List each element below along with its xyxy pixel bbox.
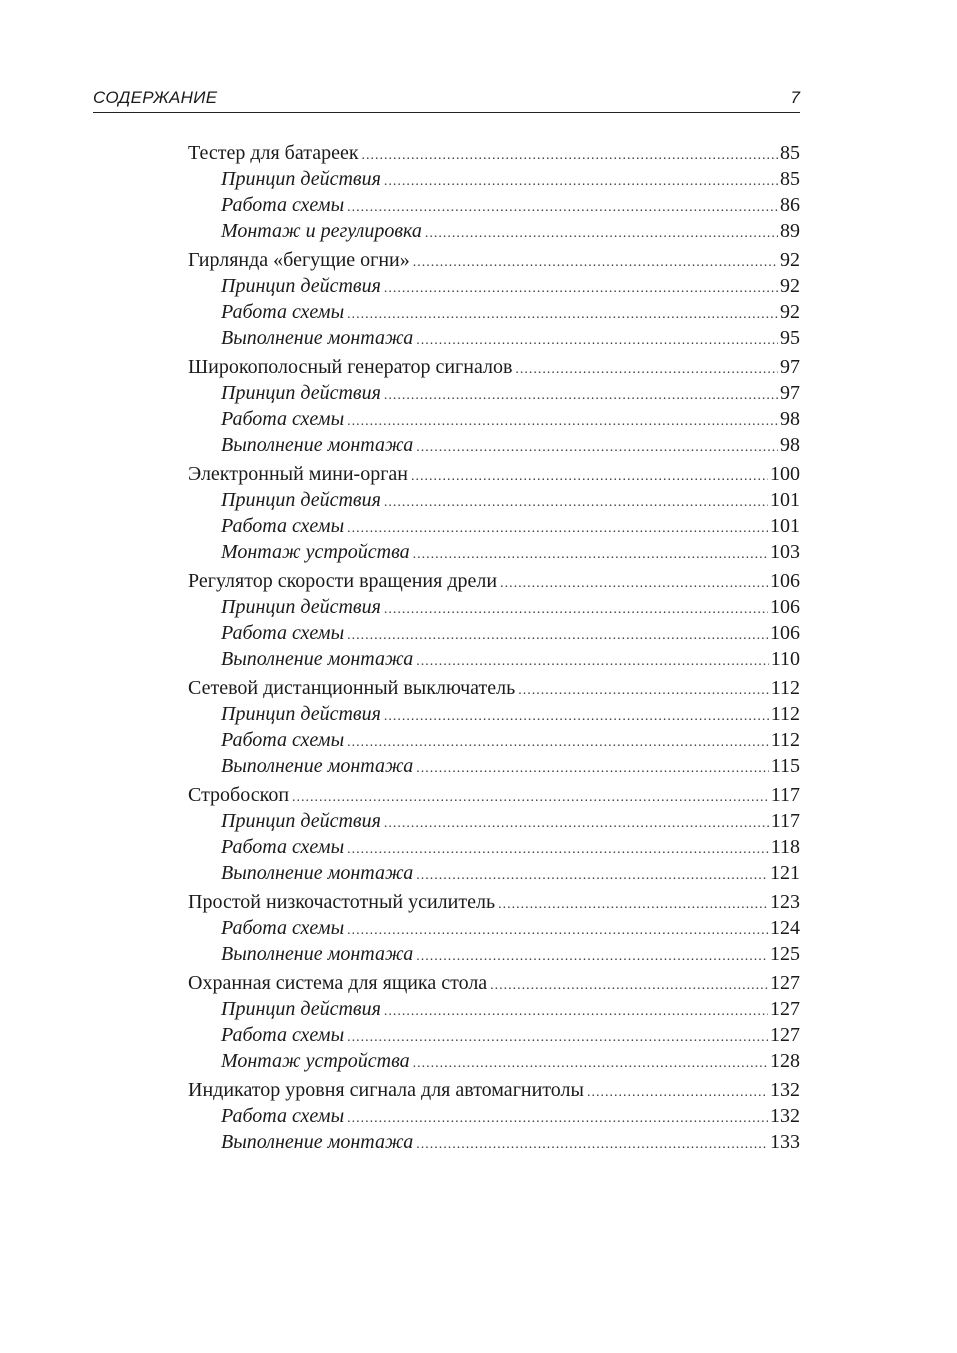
toc-subsection-entry[interactable]	[188, 594, 800, 620]
toc-page-number: 97	[780, 382, 800, 404]
toc-chapter-entry[interactable]	[188, 568, 800, 594]
toc-page-number: 106	[770, 570, 800, 592]
toc-subsection-entry[interactable]	[188, 1022, 800, 1048]
dot-leader	[416, 863, 768, 889]
toc-chapter-entry[interactable]	[188, 140, 800, 166]
subsection-title: Работа схемы	[221, 408, 345, 430]
toc-chapter-entry[interactable]	[188, 782, 800, 808]
toc-subsection-entry[interactable]	[188, 539, 800, 565]
dot-leader	[515, 357, 778, 383]
dot-leader	[416, 944, 768, 970]
toc-page-number: 127	[770, 998, 800, 1020]
running-header	[93, 86, 800, 113]
dot-leader	[416, 328, 778, 354]
toc-subsection-entry[interactable]	[188, 620, 800, 646]
chapter-title: Простой низкочастотный усилитель	[188, 891, 496, 913]
toc-subsection-entry[interactable]	[188, 915, 800, 941]
toc-page-number: 132	[770, 1105, 800, 1127]
toc-page-number: 124	[770, 917, 800, 939]
subsection-title: Принцип действия	[221, 489, 381, 511]
dot-leader	[413, 1051, 768, 1077]
toc-page-number: 101	[770, 515, 800, 537]
dot-leader	[347, 516, 768, 542]
subsection-title: Выполнение монтажа	[221, 1131, 414, 1153]
toc-subsection-entry[interactable]	[188, 487, 800, 513]
subsection-title: Выполнение монтажа	[221, 327, 414, 349]
toc-subsection-entry[interactable]	[188, 1129, 800, 1155]
toc-page-number: 112	[770, 729, 800, 751]
toc-page-number: 97	[780, 356, 800, 378]
toc-subsection-entry[interactable]	[188, 166, 800, 192]
dot-leader	[384, 704, 769, 730]
toc-page-number: 127	[770, 972, 800, 994]
toc-page-number: 110	[770, 648, 800, 670]
chapter-title: Тестер для батареек	[188, 142, 359, 164]
toc-page-number: 85	[780, 168, 800, 190]
toc-subsection-entry[interactable]	[188, 380, 800, 406]
toc-page-number: 117	[770, 810, 800, 832]
dot-leader	[587, 1080, 768, 1106]
toc-page-number: 101	[770, 489, 800, 511]
toc-page-number: 92	[780, 249, 800, 271]
toc-page-number: 98	[780, 434, 800, 456]
toc-page-number: 106	[770, 596, 800, 618]
toc-page-number: 117	[770, 784, 800, 806]
toc-subsection-entry[interactable]	[188, 701, 800, 727]
toc-section	[188, 568, 800, 672]
dot-leader	[362, 143, 778, 169]
toc-subsection-entry[interactable]	[188, 218, 800, 244]
toc-subsection-entry[interactable]	[188, 299, 800, 325]
toc-page-number: 118	[770, 836, 800, 858]
running-header-title: СОДЕРЖАНИЕ	[93, 88, 218, 107]
toc-section	[188, 675, 800, 779]
subsection-title: Принцип действия	[221, 382, 381, 404]
chapter-title: Широкополосный генератор сигналов	[188, 356, 513, 378]
toc-subsection-entry[interactable]	[188, 1103, 800, 1129]
toc-chapter-entry[interactable]	[188, 1077, 800, 1103]
toc-subsection-entry[interactable]	[188, 727, 800, 753]
dot-leader	[413, 542, 768, 568]
subsection-title: Выполнение монтажа	[221, 755, 414, 777]
dot-leader	[416, 1132, 768, 1158]
table-of-contents	[188, 140, 800, 1158]
toc-subsection-entry[interactable]	[188, 432, 800, 458]
toc-chapter-entry[interactable]	[188, 675, 800, 701]
chapter-title: Сетевой дистанционный выключатель	[188, 677, 516, 699]
dot-leader	[384, 169, 778, 195]
subsection-title: Работа схемы	[221, 917, 345, 939]
toc-page-number: 92	[780, 275, 800, 297]
subsection-title: Работа схемы	[221, 1024, 345, 1046]
dot-leader	[413, 250, 778, 276]
subsection-title: Выполнение монтажа	[221, 434, 414, 456]
subsection-title: Принцип действия	[221, 168, 381, 190]
chapter-title: Стробоскоп	[188, 784, 290, 806]
toc-chapter-entry[interactable]	[188, 354, 800, 380]
chapter-title: Электронный мини-орган	[188, 463, 408, 485]
subsection-title: Выполнение монтажа	[221, 943, 414, 965]
subsection-title: Принцип действия	[221, 596, 381, 618]
toc-section	[188, 889, 800, 967]
dot-leader	[384, 999, 768, 1025]
dot-leader	[384, 597, 768, 623]
toc-section	[188, 970, 800, 1074]
dot-leader	[518, 678, 768, 704]
toc-page-number: 103	[770, 541, 800, 563]
subsection-title: Принцип действия	[221, 703, 381, 725]
toc-page-number: 98	[780, 408, 800, 430]
toc-page-number: 100	[770, 463, 800, 485]
toc-subsection-entry[interactable]	[188, 834, 800, 860]
toc-section	[188, 1077, 800, 1155]
dot-leader	[347, 1025, 768, 1051]
dot-leader	[416, 756, 768, 782]
toc-section	[188, 247, 800, 351]
page-number: 7	[790, 88, 800, 107]
dot-leader	[384, 811, 769, 837]
toc-section	[188, 461, 800, 565]
chapter-title: Индикатор уровня сигнала для автомагнитолы	[188, 1079, 584, 1101]
subsection-title: Выполнение монтажа	[221, 862, 414, 884]
toc-chapter-entry[interactable]	[188, 970, 800, 996]
toc-subsection-entry[interactable]	[188, 325, 800, 351]
subsection-title: Принцип действия	[221, 998, 381, 1020]
subsection-title: Работа схемы	[221, 515, 345, 537]
toc-chapter-entry[interactable]	[188, 889, 800, 915]
subsection-title: Работа схемы	[221, 194, 345, 216]
toc-page-number: 112	[770, 677, 800, 699]
toc-subsection-entry[interactable]	[188, 273, 800, 299]
subsection-title: Принцип действия	[221, 275, 381, 297]
toc-page-number: 86	[780, 194, 800, 216]
toc-page-number: 127	[770, 1024, 800, 1046]
dot-leader	[490, 973, 768, 999]
toc-page-number: 106	[770, 622, 800, 644]
toc-subsection-entry[interactable]	[188, 808, 800, 834]
toc-subsection-entry[interactable]	[188, 513, 800, 539]
toc-chapter-entry[interactable]	[188, 247, 800, 273]
subsection-title: Работа схемы	[221, 729, 345, 751]
subsection-title: Монтаж и регулировка	[221, 220, 422, 242]
chapter-title: Охранная система для ящика стола	[188, 972, 488, 994]
chapter-title: Регулятор скорости вращения дрели	[188, 570, 498, 592]
dot-leader	[498, 892, 768, 918]
toc-subsection-entry[interactable]	[188, 941, 800, 967]
subsection-title: Работа схемы	[221, 301, 345, 323]
toc-subsection-entry[interactable]	[188, 192, 800, 218]
toc-page-number: 95	[780, 327, 800, 349]
toc-page-number: 132	[770, 1079, 800, 1101]
toc-section	[188, 140, 800, 244]
toc-subsection-entry[interactable]	[188, 646, 800, 672]
toc-page-number: 89	[780, 220, 800, 242]
subsection-title: Монтаж устройства	[221, 1050, 410, 1072]
toc-page-number: 128	[770, 1050, 800, 1072]
dot-leader	[500, 571, 768, 597]
dot-leader	[384, 490, 768, 516]
toc-subsection-entry[interactable]	[188, 996, 800, 1022]
dot-leader	[384, 383, 778, 409]
dot-leader	[416, 649, 768, 675]
chapter-title: Гирлянда «бегущие огни»	[188, 249, 410, 271]
toc-page-number: 92	[780, 301, 800, 323]
toc-section	[188, 354, 800, 458]
toc-page-number: 125	[770, 943, 800, 965]
dot-leader	[411, 464, 768, 490]
toc-page-number: 115	[770, 755, 800, 777]
toc-page-number: 133	[770, 1131, 800, 1153]
subsection-title: Работа схемы	[221, 1105, 345, 1127]
subsection-title: Работа схемы	[221, 622, 345, 644]
toc-page-number: 85	[780, 142, 800, 164]
toc-page-number: 123	[770, 891, 800, 913]
toc-page-number: 121	[770, 862, 800, 884]
toc-subsection-entry[interactable]	[188, 860, 800, 886]
subsection-title: Работа схемы	[221, 836, 345, 858]
dot-leader	[384, 276, 778, 302]
toc-page-number: 112	[770, 703, 800, 725]
subsection-title: Выполнение монтажа	[221, 648, 414, 670]
toc-subsection-entry[interactable]	[188, 406, 800, 432]
toc-section	[188, 782, 800, 886]
subsection-title: Монтаж устройства	[221, 541, 410, 563]
toc-subsection-entry[interactable]	[188, 753, 800, 779]
dot-leader	[425, 221, 778, 247]
subsection-title: Принцип действия	[221, 810, 381, 832]
toc-subsection-entry[interactable]	[188, 1048, 800, 1074]
dot-leader	[416, 435, 778, 461]
toc-chapter-entry[interactable]	[188, 461, 800, 487]
